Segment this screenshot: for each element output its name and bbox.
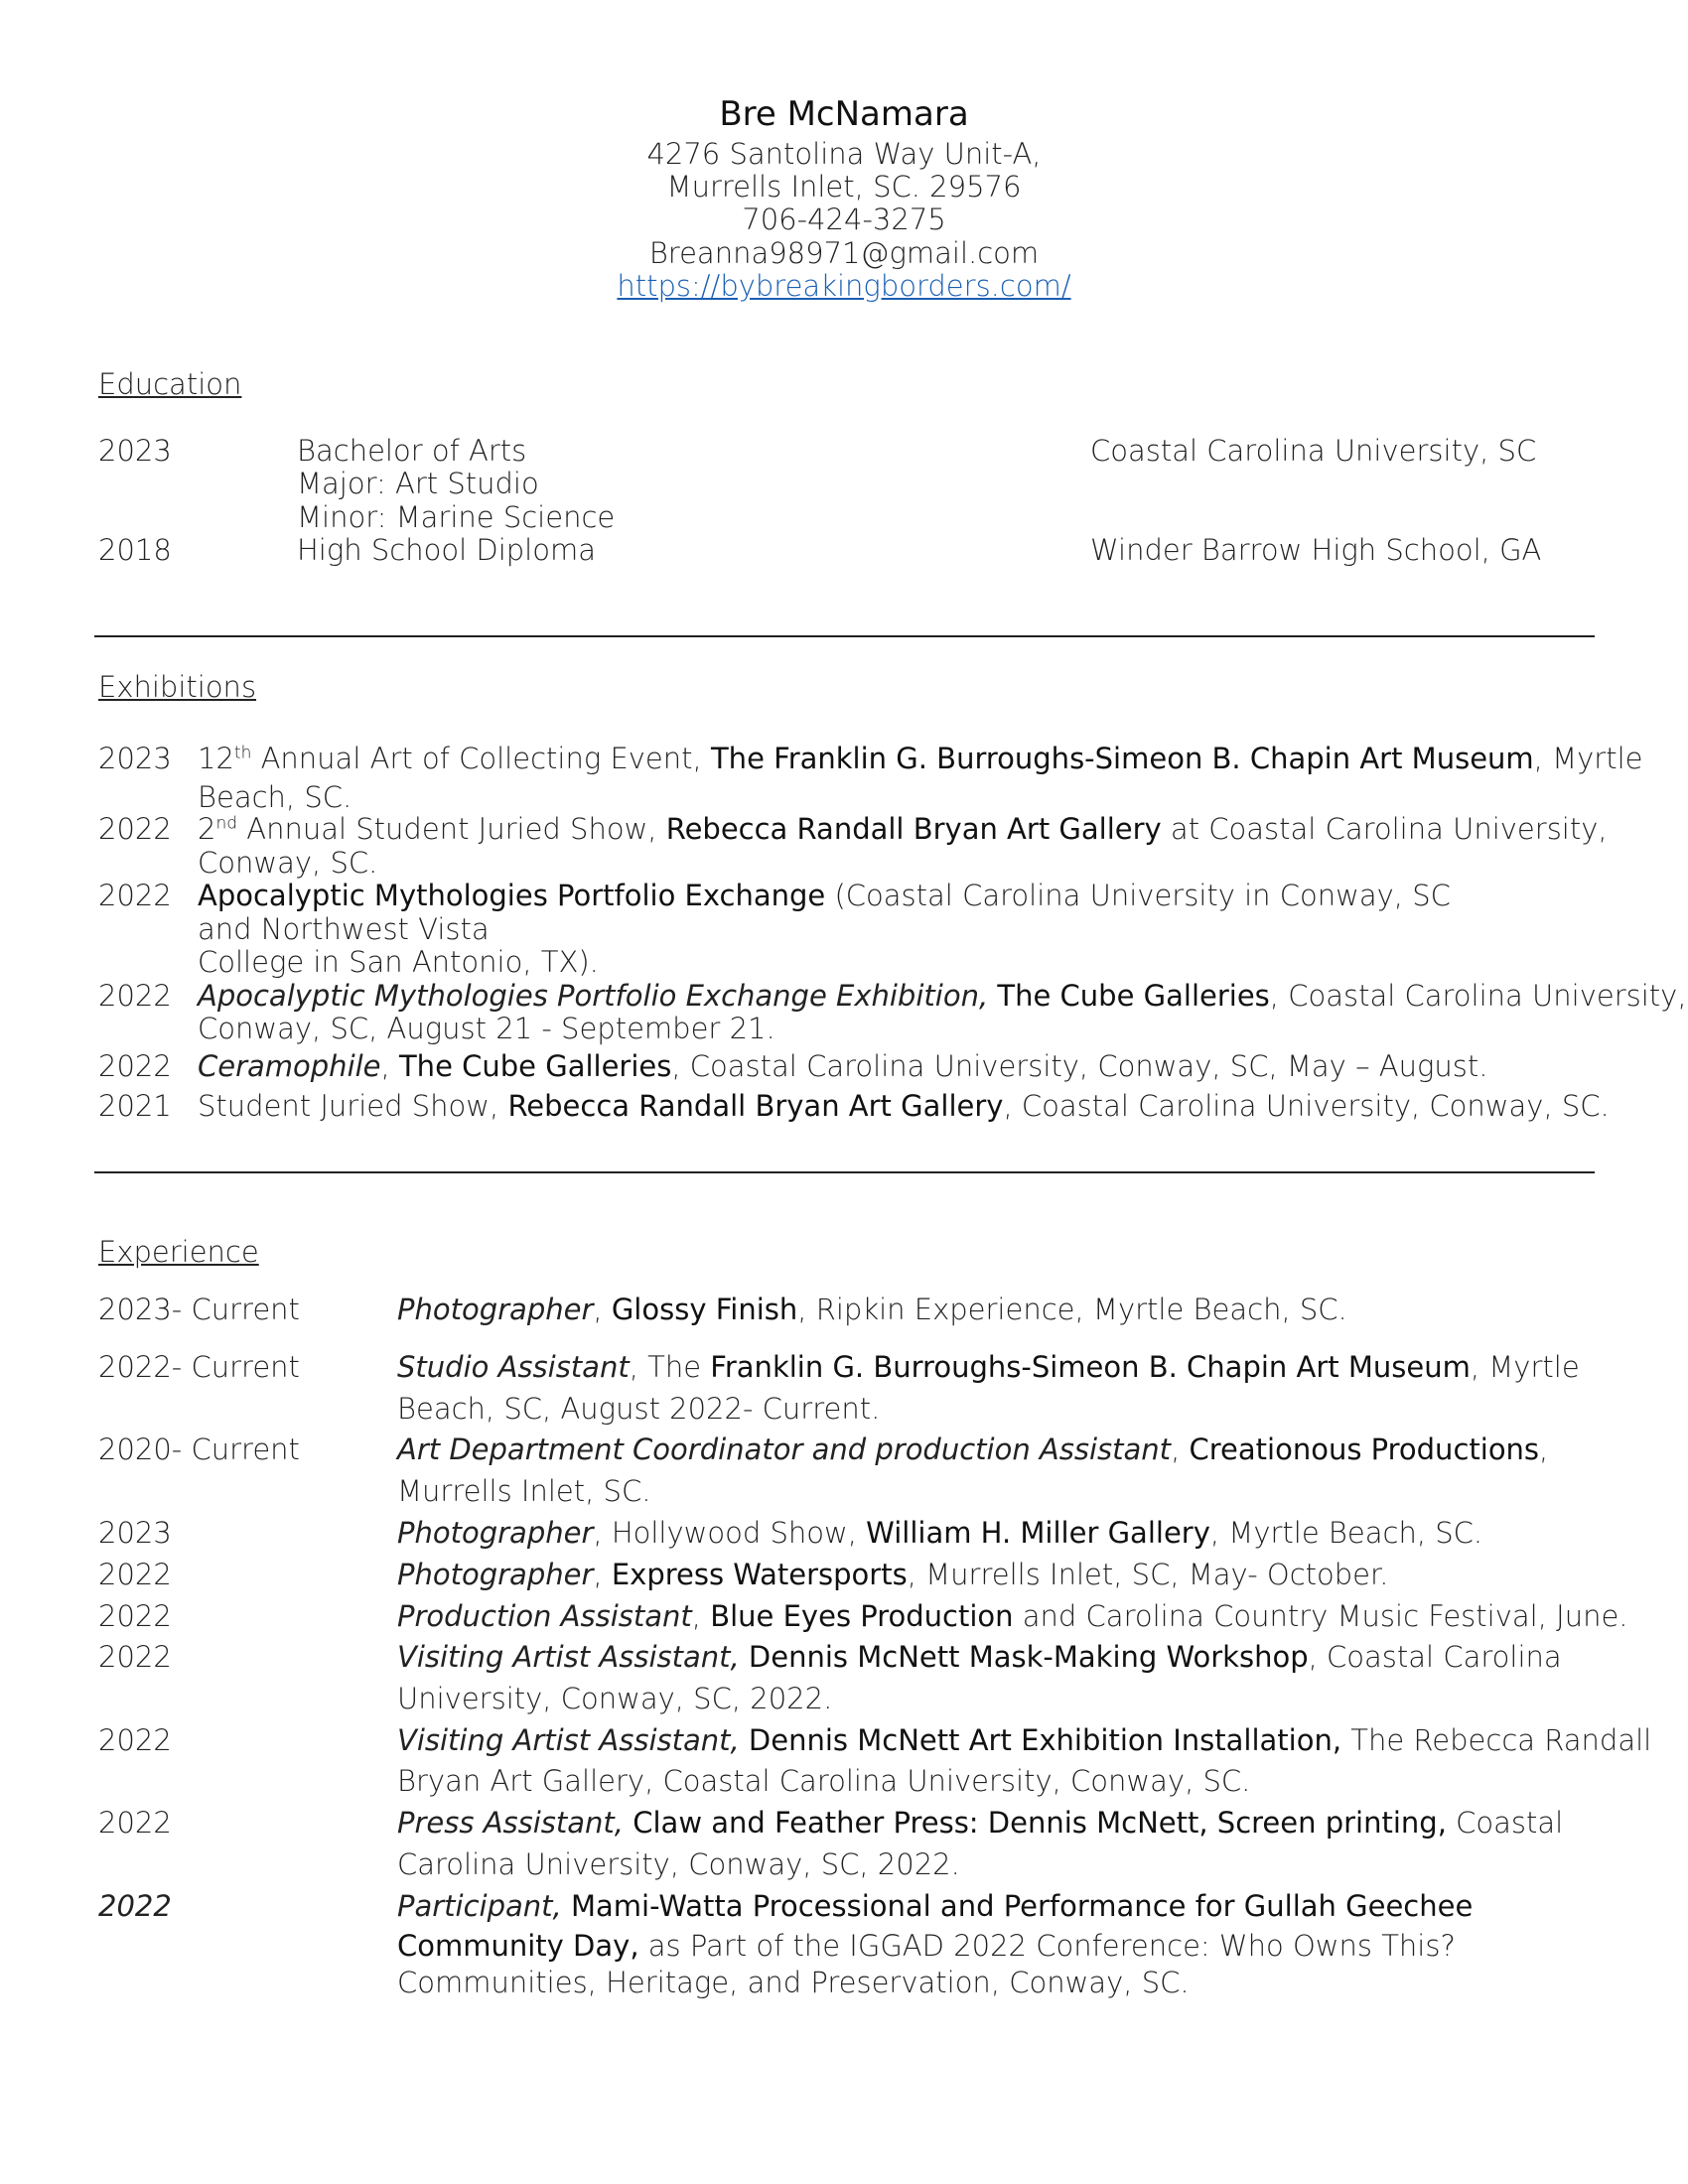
- section-divider: [94, 635, 1595, 637]
- section-divider: [94, 1171, 1595, 1173]
- venue-name: Rebecca Randall Bryan Art Gallery: [665, 812, 1162, 846]
- experience-entry: [397, 1433, 1548, 1466]
- exhibitions-heading: Exhibitions: [98, 670, 257, 704]
- exhibition-title: Apocalyptic Mythologies Portfolio Exchange Exhibition,: [198, 979, 989, 1013]
- degree-line: Bachelor of Arts: [297, 434, 527, 468]
- experience-year: 2022: [98, 1599, 172, 1633]
- entry-continuation: Beach, SC, August 2022- Current.: [397, 1392, 881, 1426]
- address-line-2: Murrells Inlet, SC. 29576: [666, 170, 1022, 204]
- entry-text: , Coastal Carolina University, Conway, SC, May – August.: [671, 1049, 1488, 1083]
- entry-text: ,: [1171, 1433, 1190, 1466]
- experience-heading: Experience: [98, 1235, 259, 1269]
- email-address: Breanna98971@gmail.com: [648, 236, 1040, 270]
- exhibition-entry: [198, 879, 1451, 912]
- experience-year: 2022: [98, 1806, 172, 1840]
- entry-continuation: College in San Antonio, TX).: [198, 945, 599, 979]
- experience-entry: [397, 1889, 1473, 1923]
- minor-line: Minor: Marine Science: [297, 500, 616, 534]
- entry-text: The Rebecca Randall: [1341, 1723, 1652, 1757]
- exhibition-year: 2022: [98, 812, 172, 846]
- organization-name: Creationous Productions: [1189, 1433, 1540, 1466]
- entry-text: , Murrells Inlet, SC, May- October.: [907, 1558, 1389, 1591]
- venue-name: The Cube Galleries: [988, 979, 1270, 1013]
- exhibition-title: Ceramophile: [198, 1049, 381, 1083]
- exhibition-year: 2023: [98, 742, 172, 775]
- ordinal-number: 2: [198, 812, 216, 846]
- entry-text: , Myrtle Beach, SC.: [1209, 1516, 1483, 1550]
- experience-entry: [397, 1293, 1347, 1326]
- role-title: Photographer: [397, 1293, 594, 1326]
- entry-text: ,: [1539, 1433, 1549, 1466]
- venue-name: The Cube Galleries: [398, 1049, 672, 1083]
- entry-continuation: Murrells Inlet, SC.: [397, 1474, 651, 1508]
- entry-text: ,: [593, 1293, 612, 1326]
- organization-name: Blue Eyes Production: [710, 1599, 1014, 1633]
- exhibition-entry: [198, 742, 1642, 775]
- exhibition-year: 2021: [98, 1089, 172, 1123]
- entry-text: , The: [629, 1350, 711, 1384]
- organization-name: Claw and Feather Press: Dennis McNett, Screen printing,: [624, 1806, 1447, 1840]
- organization-name: William H. Miller Gallery: [866, 1516, 1210, 1550]
- experience-year: 2023: [98, 1516, 172, 1550]
- entry-continuation: Conway, SC, August 21 - September 21.: [198, 1012, 775, 1045]
- exhibition-year: 2022: [98, 979, 172, 1013]
- entry-continuation: Communities, Heritage, and Preservation, Conway, SC.: [397, 1966, 1190, 1999]
- exhibition-entry: [198, 1049, 1487, 1083]
- entry-text: , Coastal Carolina University,: [1269, 979, 1687, 1013]
- event-name: Mami-Watta Processional and Performance for Gullah Geechee: [561, 1889, 1474, 1923]
- school-name: Winder Barrow High School, GA: [1090, 533, 1542, 567]
- entry-text: , Myrtle: [1470, 1350, 1580, 1384]
- entry-text: , Coastal Carolina University, Conway, SC.: [1003, 1089, 1610, 1123]
- entry-text: Student Juried Show,: [198, 1089, 508, 1123]
- ordinal-number: 12: [198, 742, 234, 775]
- website-link[interactable]: https://bybreakingborders.com/: [617, 269, 1071, 303]
- organization-name: Dennis McNett Mask-Making Workshop: [739, 1640, 1309, 1674]
- role-title: Photographer: [397, 1558, 594, 1591]
- exhibition-entry: [198, 979, 1687, 1013]
- experience-entry: [397, 1723, 1651, 1757]
- entry-text: (Coastal Carolina University in Conway, SC: [825, 879, 1451, 912]
- major-line: Major: Art Studio: [297, 467, 539, 500]
- exhibition-name: Apocalyptic Mythologies Portfolio Exchange: [198, 879, 826, 912]
- experience-year: 2023- Current: [98, 1293, 300, 1326]
- experience-entry: [397, 1806, 1563, 1840]
- entry-text: and Carolina Country Music Festival, June.: [1013, 1599, 1628, 1633]
- entry-continuation: [397, 1929, 1456, 1963]
- venue-name: The Franklin G. Burroughs-Simeon B. Chapin Art Museum: [710, 742, 1534, 775]
- education-year: 2023: [98, 434, 172, 468]
- experience-year: 2022- Current: [98, 1350, 300, 1384]
- experience-entry: [397, 1640, 1562, 1674]
- entry-text: ,: [593, 1558, 612, 1591]
- entry-continuation: Beach, SC.: [198, 780, 352, 814]
- organization-name: Franklin G. Burroughs-Simeon B. Chapin Art Museum: [710, 1350, 1471, 1384]
- exhibition-entry: [198, 1089, 1610, 1123]
- entry-continuation: and Northwest Vista: [198, 912, 490, 946]
- role-title: Visiting Artist Assistant,: [397, 1640, 740, 1674]
- degree-line: High School Diploma: [297, 533, 596, 567]
- school-name: Coastal Carolina University, SC: [1090, 434, 1537, 468]
- education-heading: Education: [98, 367, 242, 401]
- exhibition-entry: [198, 812, 1608, 846]
- education-year: 2018: [98, 533, 172, 567]
- applicant-name: Bre McNamara: [719, 94, 969, 134]
- entry-text: Coastal: [1446, 1806, 1564, 1840]
- organization-name: Express Watersports: [611, 1558, 908, 1591]
- venue-name: Rebecca Randall Bryan Art Gallery: [507, 1089, 1004, 1123]
- entry-text: , Ripkin Experience, Myrtle Beach, SC.: [797, 1293, 1347, 1326]
- role-title: Participant,: [397, 1889, 562, 1923]
- entry-text: ,: [691, 1599, 711, 1633]
- event-name: Community Day,: [397, 1929, 639, 1963]
- entry-text: Annual Art of Collecting Event,: [251, 742, 711, 775]
- entry-continuation: University, Conway, SC, 2022.: [397, 1682, 833, 1715]
- role-title: Visiting Artist Assistant,: [397, 1723, 740, 1757]
- ordinal-suffix: th: [233, 743, 252, 763]
- experience-year: 2022: [98, 1558, 172, 1591]
- experience-entry: [397, 1516, 1482, 1550]
- entry-continuation: Bryan Art Gallery, Coastal Carolina University, Conway, SC.: [397, 1764, 1251, 1798]
- role-title: Press Assistant,: [397, 1806, 625, 1840]
- exhibition-year: 2022: [98, 879, 172, 912]
- experience-year: 2022: [98, 1640, 172, 1674]
- experience-entry: [397, 1599, 1628, 1633]
- entry-text: , Myrtle: [1533, 742, 1643, 775]
- website-row: [0, 269, 1688, 303]
- ordinal-suffix: nd: [215, 813, 238, 834]
- exhibition-year: 2022: [98, 1049, 172, 1083]
- entry-text: ,: [380, 1049, 399, 1083]
- experience-year: 2020- Current: [98, 1433, 300, 1466]
- entry-text: at Coastal Carolina University,: [1161, 812, 1608, 846]
- organization-name: Dennis McNett Art Exhibition Installation,: [739, 1723, 1342, 1757]
- role-title: Studio Assistant: [397, 1350, 630, 1384]
- experience-entry: [397, 1350, 1580, 1384]
- entry-continuation: Carolina University, Conway, SC, 2022.: [397, 1847, 960, 1881]
- role-title: Art Department Coordinator and production Assistant: [397, 1433, 1172, 1466]
- experience-year: 2022: [98, 1723, 172, 1757]
- experience-year: 2022: [98, 1889, 172, 1923]
- entry-text: , Hollywood Show,: [593, 1516, 867, 1550]
- address-line-1: 4276 Santolina Way Unit-A,: [646, 137, 1042, 171]
- organization-name: Glossy Finish: [611, 1293, 798, 1326]
- entry-text: as Part of the IGGAD 2022 Conference: Who Owns This?: [638, 1929, 1456, 1963]
- role-title: Photographer: [397, 1516, 594, 1550]
- entry-text: , Coastal Carolina: [1308, 1640, 1562, 1674]
- phone-number: 706-424-3275: [742, 203, 946, 236]
- entry-text: Annual Student Juried Show,: [237, 812, 666, 846]
- experience-entry: [397, 1558, 1389, 1591]
- role-title: Production Assistant: [397, 1599, 692, 1633]
- entry-continuation: Conway, SC.: [198, 846, 378, 880]
